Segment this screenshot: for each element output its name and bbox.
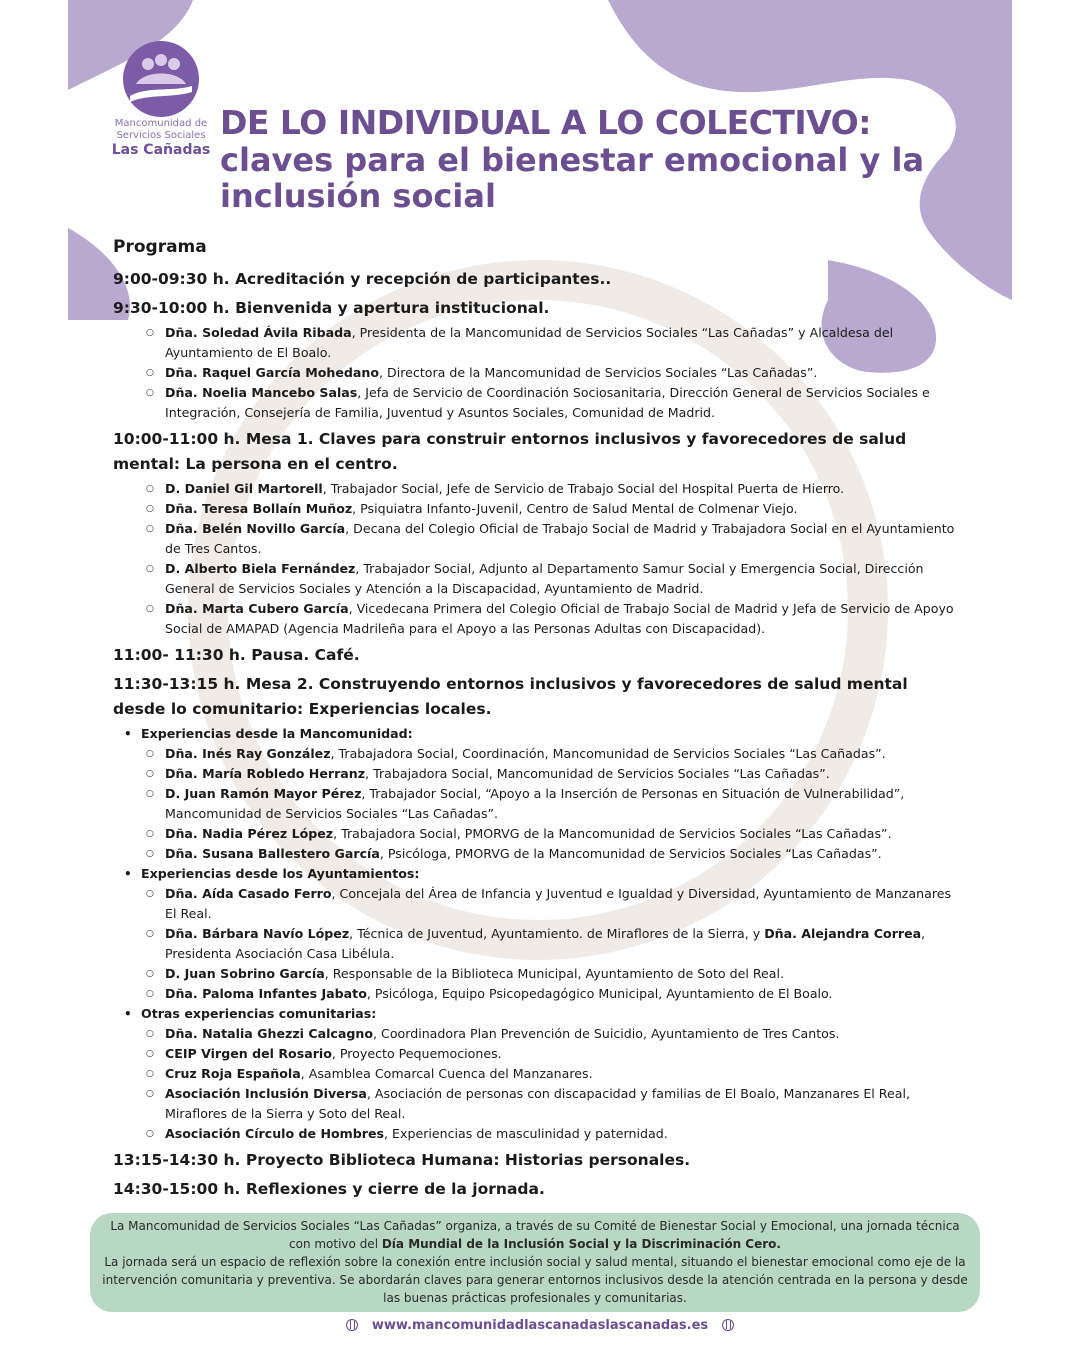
slot-heading: [113, 427, 963, 477]
experience-item: [113, 824, 963, 844]
speaker-name: Dña. Inés Ray González: [165, 746, 331, 761]
logo-mark-icon: [122, 40, 200, 118]
experience-item: [113, 744, 963, 764]
speaker-name: Asociación Círculo de Hombres: [165, 1126, 385, 1141]
experience-item: [113, 1044, 963, 1064]
logo-line1: Mancomunidad de: [114, 118, 208, 129]
experience-item: [113, 784, 963, 824]
slot-time: 14:30-15:00 h.: [113, 1180, 241, 1198]
experience-group-label: • Otras experiencias comunitarias:: [113, 1004, 963, 1024]
logo: [96, 40, 226, 158]
speaker-item: [113, 499, 963, 519]
info-paragraph-2: La jornada será un espacio de reflexión sobre la conexión entre inclusión social y salud mental, situando el bienestar emocional como eje de la intervención comunitaria y preventiva. Se abordarán claves para generar entornos inclusivos desde la atención centrada en la persona y desde las buenas prácticas profesionales y comunitarias.: [102, 1255, 968, 1305]
speaker-desc: , Presidenta de la Mancomunidad de Servicios Sociales “Las Cañadas” y Alcaldesa del Ayuntamiento de El Boalo.: [165, 325, 894, 360]
program: [113, 236, 963, 1206]
speaker-name: Cruz Roja Española: [165, 1066, 301, 1081]
speaker-desc: , Trabajador Social, Jefe de Servicio de Trabajo Social del Hospital Puerta de Hierro.: [322, 481, 845, 496]
speaker-desc: , Asociación de personas con discapacidad y familias de El Boalo, Manzanares El Real, Miraflores de la Sierra y Soto del Real.: [165, 1086, 910, 1121]
speaker-item: [113, 479, 963, 499]
experience-item: [113, 984, 963, 1004]
program-slot: [113, 427, 963, 639]
program-slot: [113, 672, 963, 1144]
speaker-name: Dña. Soledad Ávila Ribada: [165, 325, 352, 340]
slot-label: Bienvenida y apertura institucional.: [235, 299, 550, 317]
speaker-desc: , Técnica de Juventud, Ayuntamiento. de Miraflores de la Sierra, y: [349, 926, 765, 941]
slot-time: 9:30-10:00 h.: [113, 299, 230, 317]
slot-label: Mesa 1. Claves para construir entornos inclusivos y favorecedores de salud mental: La persona en el centro.: [113, 430, 907, 473]
experience-list: [113, 884, 963, 1004]
speaker-name: CEIP Virgen del Rosario: [165, 1046, 332, 1061]
speaker-name: Dña. Susana Ballestero García: [165, 846, 380, 861]
slot-time: 13:15-14:30 h.: [113, 1151, 241, 1169]
speaker-desc: , Jefa de Servicio de Coordinación Sociosanitaria, Dirección General de Servicios Sociales e Integración, Consejería de Familia, Juventud y Asuntos Sociales, Comunidad de Madrid.: [165, 385, 930, 420]
speaker-name: Dña. Raquel García Mohedano: [165, 365, 380, 380]
slot-time: 10:00-11:00 h.: [113, 430, 241, 448]
slot-heading: [113, 643, 963, 668]
footer: [68, 1318, 1012, 1333]
website-link[interactable]: www.mancomunidadlascanadaslascanadas.es: [371, 1318, 709, 1333]
info-box: [90, 1213, 980, 1312]
experience-group-label: • Experiencias desde los Ayuntamientos:: [113, 864, 963, 884]
speaker-desc: , Trabajadora Social, PMORVG de la Mancomunidad de Servicios Sociales “Las Cañadas”.: [333, 826, 892, 841]
experience-item: [113, 1064, 963, 1084]
speaker-name: D. Alberto Biela Fernández: [165, 561, 356, 576]
experience-item: [113, 884, 963, 924]
speaker-desc: , Trabajadora Social, Coordinación, Mancomunidad de Servicios Sociales “Las Cañadas”.: [330, 746, 886, 761]
speaker-desc: , Decana del Colegio Oficial de Trabajo Social de Madrid y Trabajadora Social en el Ayuntamiento de Tres Cantos.: [165, 521, 955, 556]
title-sub1: claves para el bienestar emocional y la: [220, 141, 925, 179]
speaker-desc: , Psicóloga, PMORVG de la Mancomunidad de Servicios Sociales “Las Cañadas”.: [379, 846, 882, 861]
speaker-desc: , Responsable de la Biblioteca Municipal, Ayuntamiento de Soto del Real.: [324, 966, 784, 981]
speaker-desc: , Concejala del Área de Infancia y Juventud e Igualdad y Diversidad, Ayuntamiento de Manzanares El Real.: [165, 886, 952, 921]
experience-item: [113, 1084, 963, 1124]
info-paragraph-1: [100, 1217, 970, 1253]
program-slot: [113, 1148, 963, 1173]
speaker-name: Dña. Paloma Infantes Jabato: [165, 986, 367, 1001]
speaker-name: Dña. Teresa Bollaín Muñoz: [165, 501, 353, 516]
slot-heading: [113, 1177, 963, 1202]
speaker-name: Dña. Aída Casado Ferro: [165, 886, 332, 901]
info-text: La Mancomunidad de Servicios Sociales “Las Cañadas” organiza, a través de su Comité de Bienestar Social y Emocional, una jornada técnica con motivo del: [110, 1219, 960, 1251]
page-title: [220, 104, 980, 214]
slot-heading: [113, 296, 963, 321]
program-slot: [113, 296, 963, 423]
speaker-item: [113, 363, 963, 383]
speaker-desc: , Trabajador Social, “Apoyo a la Inserción de Personas en Situación de Vulnerabilidad”, Mancomunidad de Servicios Sociales “Las Cañadas”.: [165, 786, 905, 821]
speaker-desc: , Directora de la Mancomunidad de Servicios Sociales “Las Cañadas”.: [379, 365, 818, 380]
speaker-name: Asociación Inclusión Diversa: [165, 1086, 367, 1101]
experience-item: [113, 1024, 963, 1044]
slot-label: Proyecto Biblioteca Humana: Historias personales.: [245, 1151, 691, 1169]
slot-heading: [113, 267, 963, 292]
experience-item: [113, 764, 963, 784]
speaker-desc: , Vicedecana Primera del Colegio Oficial de Trabajo Social de Madrid y Jefa de Servicio de Apoyo Social de AMAPAD (Agencia Madrileña para el Apoyo a las Personas Adultas con Discapacidad).: [165, 601, 954, 636]
experience-list: [113, 1024, 963, 1144]
speaker-name: Dña. Bárbara Navío López: [165, 926, 350, 941]
program-slot: [113, 643, 963, 668]
slot-heading: [113, 1148, 963, 1173]
speaker-desc: , Proyecto Pequemociones.: [331, 1046, 502, 1061]
speaker-item: [113, 383, 963, 423]
speaker-desc: , Coordinadora Plan Prevención de Suicidio, Ayuntamiento de Tres Cantos.: [373, 1026, 840, 1041]
slot-time: 11:30-13:15 h.: [113, 675, 241, 693]
speaker-desc: , Experiencias de masculinidad y paternidad.: [384, 1126, 668, 1141]
slot-time: 11:00- 11:30 h.: [113, 646, 246, 664]
speaker-name: Dña. Noelia Mancebo Salas: [165, 385, 358, 400]
speaker-desc: , Asamblea Comarcal Cuenca del Manzanares.: [300, 1066, 593, 1081]
speaker-name: Dña. Alejandra Correa: [764, 926, 922, 941]
experience-item: [113, 964, 963, 984]
speaker-name: Dña. Marta Cubero García: [165, 601, 349, 616]
speaker-name: Dña. Nadia Pérez López: [165, 826, 334, 841]
experience-item: [113, 1124, 963, 1144]
slot-label: Reflexiones y cierre de la jornada.: [245, 1180, 545, 1198]
experience-item: [113, 924, 963, 964]
speaker-desc: , Presidenta Asociación Casa Libélula.: [165, 926, 926, 961]
speaker-item: [113, 599, 963, 639]
logo-line2: Servicios Sociales: [116, 130, 206, 141]
logo-line3: Las Cañadas: [111, 142, 211, 158]
experience-list: [113, 744, 963, 864]
flyer-page: [68, 0, 1012, 1350]
speaker-desc: , Trabajador Social, Adjunto al Departamento Samur Social y Emergencia Social, Dirección General de Servicios Sociales y Atención a la Discapacidad, Ayuntamiento de Madrid.: [165, 561, 924, 596]
speaker-list: [113, 323, 963, 423]
speaker-list: [113, 479, 963, 639]
program-slot: [113, 1177, 963, 1202]
speaker-name: D. Juan Ramón Mayor Pérez: [165, 786, 362, 801]
speaker-desc: , Psicóloga, Equipo Psicopedagógico Municipal, Ayuntamiento de El Boalo.: [366, 986, 833, 1001]
globe-icon: [722, 1319, 734, 1331]
experience-group-label: • Experiencias desde la Mancomunidad:: [113, 724, 963, 744]
slot-label: Mesa 2. Construyendo entornos inclusivos y favorecedores de salud mental desde lo comunitario: Experiencias locales.: [113, 675, 908, 718]
slot-label: Acreditación y recepción de participantes..: [235, 270, 612, 288]
speaker-item: [113, 559, 963, 599]
speaker-name: Dña. Natalia Ghezzi Calcagno: [165, 1026, 374, 1041]
program-slot: [113, 267, 963, 292]
speaker-name: D. Daniel Gil Martorell: [165, 481, 323, 496]
speaker-desc: , Psiquiatra Infanto-Juvenil, Centro de Salud Mental de Colmenar Viejo.: [352, 501, 798, 516]
globe-icon: [346, 1319, 358, 1331]
program-slots: [113, 267, 963, 1202]
speaker-name: Dña. María Robledo Herranz: [165, 766, 366, 781]
slot-time: 9:00-09:30 h.: [113, 270, 230, 288]
title-sub2: inclusión social: [220, 177, 496, 215]
program-heading: Programa: [113, 237, 207, 257]
title-main: DE LO INDIVIDUAL A LO COLECTIVO:: [220, 103, 871, 142]
info-highlight: Día Mundial de la Inclusión Social y la Discriminación Cero.: [381, 1237, 781, 1251]
speaker-item: [113, 519, 963, 559]
speaker-desc: , Trabajadora Social, Mancomunidad de Servicios Sociales “Las Cañadas”.: [365, 766, 830, 781]
speaker-name: D. Juan Sobrino García: [165, 966, 325, 981]
slot-label: Pausa. Café.: [251, 646, 360, 664]
speaker-item: [113, 323, 963, 363]
experience-item: [113, 844, 963, 864]
speaker-name: Dña. Belén Novillo García: [165, 521, 346, 536]
slot-heading: [113, 672, 963, 722]
